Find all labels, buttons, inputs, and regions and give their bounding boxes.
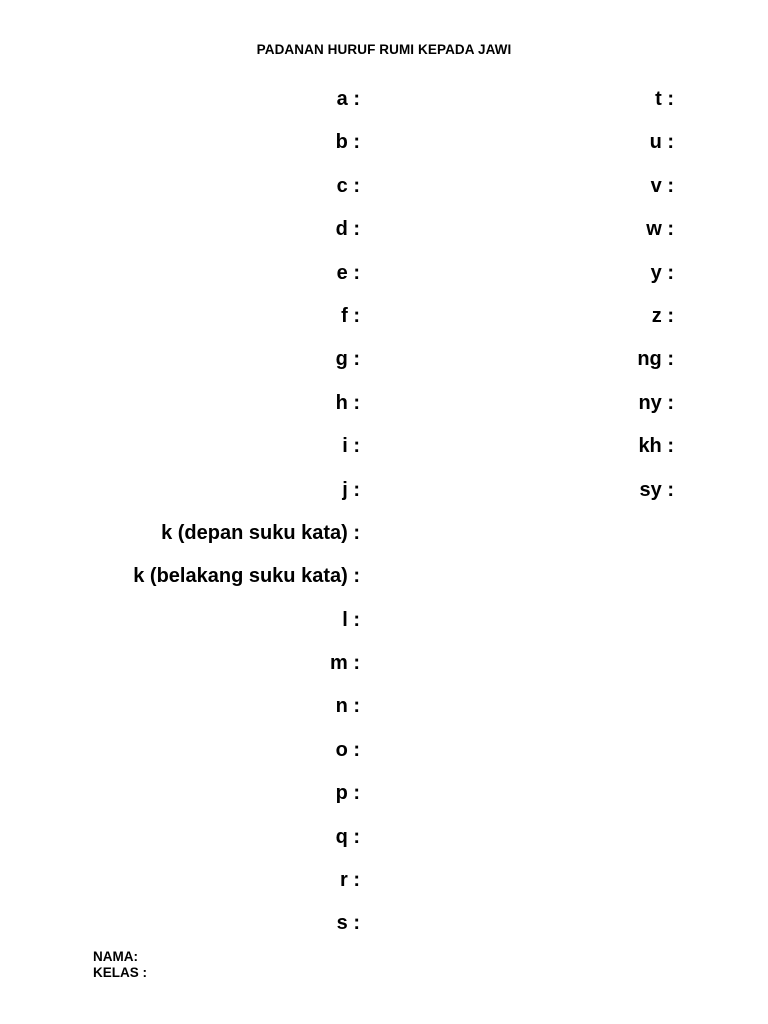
letter-row: s : xyxy=(336,912,360,935)
letter-row: l : xyxy=(342,608,360,631)
letter-row: o : xyxy=(335,738,360,761)
letter-row: k (belakang suku kata) : xyxy=(133,565,360,588)
letter-row: r : xyxy=(340,869,360,892)
letter-row: e : xyxy=(336,261,360,284)
student-info xyxy=(93,949,147,980)
letter-row: m : xyxy=(330,652,360,675)
letter-row: t : xyxy=(655,88,674,110)
page-title: PADANAN HURUF RUMI KEPADA JAWI xyxy=(256,42,512,57)
letter-row: f : xyxy=(341,304,360,327)
letter-row: b : xyxy=(335,131,360,154)
right-letter-list xyxy=(637,87,674,521)
letter-row: h : xyxy=(335,391,360,414)
letter-row: d : xyxy=(335,218,360,241)
letter-row: u : xyxy=(649,131,674,154)
letter-row: y : xyxy=(650,261,674,284)
letter-row: i : xyxy=(342,435,360,458)
left-letter-list xyxy=(133,87,360,955)
letter-row: p : xyxy=(335,782,360,805)
letter-row: ny : xyxy=(638,391,674,414)
letter-row: j : xyxy=(342,478,360,501)
letter-row: q : xyxy=(335,825,360,848)
letter-row: n : xyxy=(335,695,360,718)
kelas-label: KELAS : xyxy=(93,964,147,980)
letter-row: c : xyxy=(336,174,360,197)
nama-label: NAMA: xyxy=(93,949,138,964)
letter-row: sy : xyxy=(639,478,674,501)
letter-row: w : xyxy=(646,218,674,241)
letter-row: z : xyxy=(651,304,674,327)
letter-row: kh : xyxy=(638,435,674,458)
letter-row: g : xyxy=(335,348,360,371)
letter-row: ng : xyxy=(637,348,674,371)
letter-row: a : xyxy=(336,88,360,110)
letter-row: v : xyxy=(650,174,674,197)
letter-row: k (depan suku kata) : xyxy=(161,521,360,544)
